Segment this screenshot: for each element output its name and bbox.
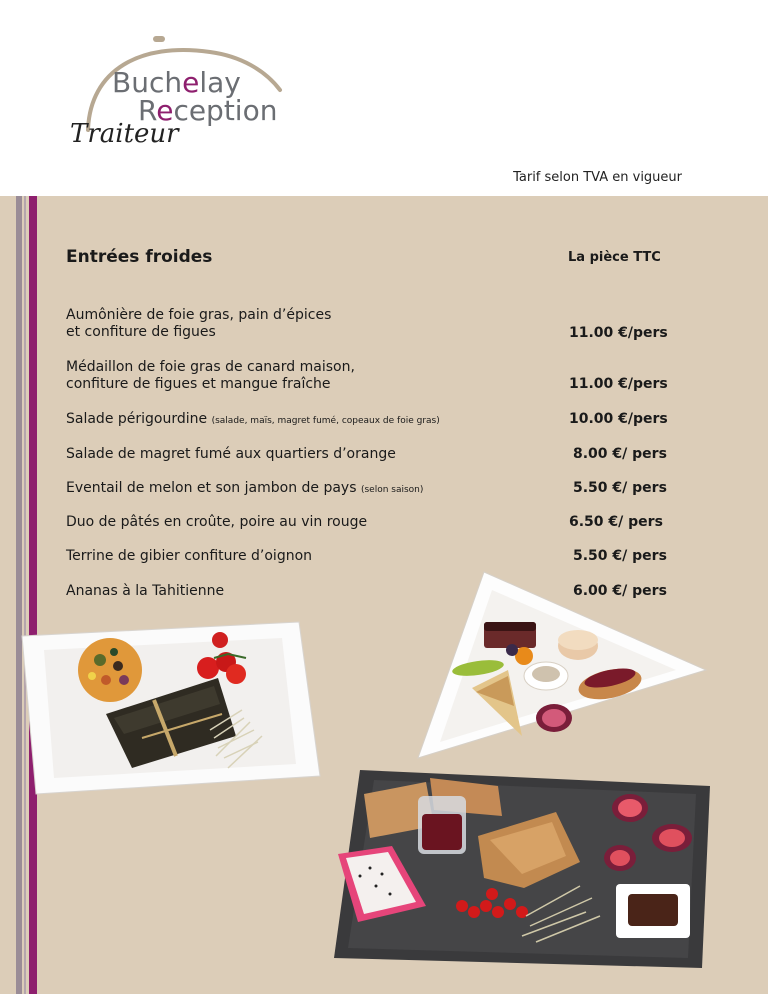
- menu-item-name: Aumônière de foie gras, pain d’épices: [66, 307, 332, 323]
- menu-item-price: 11.00 €/pers: [569, 325, 668, 341]
- menu-item: [66, 548, 312, 565]
- menu-item: [66, 307, 331, 341]
- menu-item: [66, 446, 396, 463]
- menu-item-name: Eventail de melon et son jambon de pays: [66, 480, 357, 496]
- menu-item-note: (salade, maïs, magret fumé, copeaux de foie gras): [211, 416, 440, 426]
- menu-item: [66, 359, 355, 393]
- slate-photo-breads: [330, 766, 716, 974]
- menu-item-price: 5.50 €/ pers: [573, 548, 667, 564]
- menu-item-price: 10.00 €/pers: [569, 411, 668, 427]
- logo-script: Traiteur: [70, 119, 179, 149]
- buchelay-reception-logo: [60, 30, 300, 160]
- menu-item-name: et confiture de figues: [66, 324, 216, 340]
- cloche-handle: [153, 36, 165, 42]
- menu-item-price: 6.50 €/ pers: [569, 514, 663, 530]
- tarif-note: Tarif selon TVA en vigueur: [513, 170, 682, 185]
- menu-item-price: 8.00 €/ pers: [573, 446, 667, 462]
- menu-item-price: 11.00 €/pers: [569, 376, 668, 392]
- menu-item-note: (selon saison): [360, 485, 424, 495]
- plate-photo-assortment: [414, 566, 714, 762]
- menu-item: [66, 583, 224, 600]
- logo-line1: Buchelay: [112, 66, 241, 99]
- menu-item-name: confiture de figues et mangue fraîche: [66, 376, 331, 392]
- menu-item-price: 6.00 €/ pers: [573, 583, 667, 599]
- decorative-stripe-accent: [29, 196, 37, 994]
- menu-item-name: Ananas à la Tahitienne: [66, 583, 225, 599]
- menu-item-name: Salade périgourdine: [66, 411, 208, 427]
- section-title: Entrées froides: [66, 247, 213, 267]
- plate-photo-parcel: [14, 618, 326, 796]
- decorative-stripe: [16, 196, 22, 994]
- menu-item-name: Terrine de gibier confiture d’oignon: [66, 548, 313, 564]
- menu-item: [66, 480, 423, 499]
- menu-item-name: Médaillon de foie gras de canard maison,: [66, 359, 355, 375]
- page-header: [0, 0, 768, 196]
- menu-item: [66, 514, 367, 531]
- decorative-stripe: [24, 196, 26, 994]
- logo-line2: Reception: [138, 94, 278, 127]
- price-column-header: La pièce TTC: [568, 250, 661, 265]
- menu-item-price: 5.50 €/ pers: [573, 480, 667, 496]
- menu-item-name: Duo de pâtés en croûte, poire au vin rouge: [66, 514, 368, 530]
- menu-item-name: Salade de magret fumé aux quartiers d’orange: [66, 446, 396, 462]
- menu-item: [66, 411, 440, 430]
